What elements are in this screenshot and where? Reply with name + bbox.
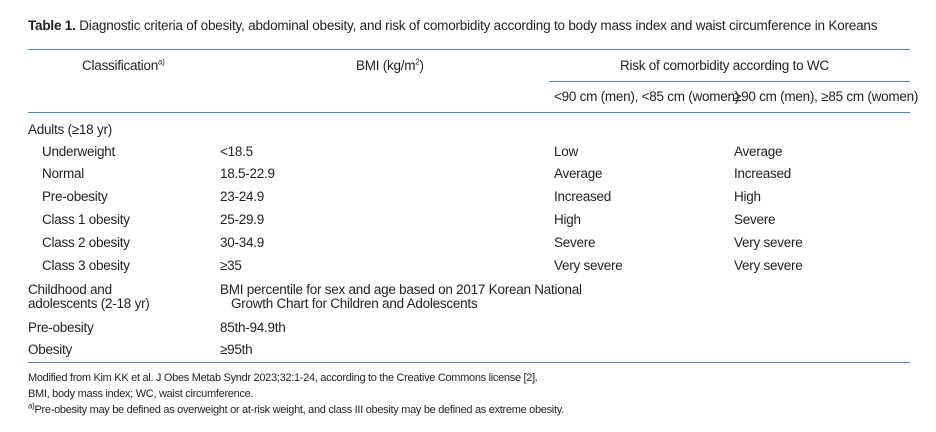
row-normal-bmi: 18.5-22.9 xyxy=(220,166,275,181)
row-preobesity-bmi: 23-24.9 xyxy=(220,189,265,204)
row-child-obesity-label: Obesity xyxy=(28,342,73,357)
row-child-label-1: Childhood and xyxy=(28,282,112,297)
header-wc-high: ≥90 cm (men), ≥85 cm (women) xyxy=(734,89,919,104)
header-classification xyxy=(82,58,165,73)
row-class3-high: Very severe xyxy=(734,258,803,273)
row-class3-label: Class 3 obesity xyxy=(42,258,130,273)
row-class1-label: Class 1 obesity xyxy=(42,212,130,227)
row-child-bmi-2: Growth Chart for Children and Adolescents xyxy=(231,296,478,311)
row-underweight-low: Low xyxy=(554,144,579,159)
row-class3-low: Very severe xyxy=(554,258,623,273)
row-preobesity-low: Increased xyxy=(554,189,612,204)
row-preobesity-label: Pre-obesity xyxy=(42,189,108,204)
row-class2-bmi: 30-34.9 xyxy=(220,235,265,250)
row-class2-high: Very severe xyxy=(734,235,803,250)
header-bmi xyxy=(356,58,424,73)
row-class1-low: High xyxy=(554,212,581,227)
risk-header-rule xyxy=(549,81,910,82)
footnote-abbrev: BMI, body mass index; WC, waist circumference. xyxy=(28,388,254,400)
header-bottom-rule xyxy=(28,112,910,113)
row-underweight-high: Average xyxy=(734,144,783,159)
header-bmi-text: BMI (kg/m xyxy=(356,58,416,73)
row-preobesity-high: High xyxy=(734,189,761,204)
row-child-bmi-1: BMI percentile for sex and age based on 2017 Korean National xyxy=(220,282,582,297)
row-normal-label: Normal xyxy=(42,166,85,181)
row-child-preobesity-label: Pre-obesity xyxy=(28,320,94,335)
header-classification-sup: a) xyxy=(158,57,165,67)
header-bmi-sup: 2 xyxy=(415,57,420,67)
row-normal-high: Increased xyxy=(734,166,792,181)
row-normal-low: Average xyxy=(554,166,603,181)
row-class1-bmi: 25-29.9 xyxy=(220,212,265,227)
footnote-a-sup: a) xyxy=(28,401,35,411)
row-class3-bmi: ≥35 xyxy=(220,258,242,273)
header-risk: Risk of comorbidity according to WC xyxy=(620,58,829,73)
row-child-label-2: adolescents (2-18 yr) xyxy=(28,296,150,311)
row-class1-high: Severe xyxy=(734,212,776,227)
table-caption xyxy=(28,18,877,33)
table-top-rule xyxy=(28,49,910,50)
row-child-preobesity-bmi: 85th-94.9th xyxy=(220,320,286,335)
row-underweight-bmi: <18.5 xyxy=(220,144,253,159)
row-class2-label: Class 2 obesity xyxy=(42,235,130,250)
row-class2-low: Severe xyxy=(554,235,596,250)
row-adults: Adults (≥18 yr) xyxy=(28,122,112,137)
footnote-a-text: Pre-obesity may be defined as overweight or at-risk weight, and class III obesity may be defined as extreme obesity. xyxy=(34,404,564,416)
footnote-source: Modified from Kim KK et al. J Obes Metab Syndr 2023;32:1-24, according to the Creative Commons license [2]. xyxy=(28,372,538,384)
caption-text: Diagnostic criteria of obesity, abdominal obesity, and risk of comorbidity according to body mass index and waist circumference in Koreans xyxy=(79,18,878,33)
header-wc-low: <90 cm (men), <85 cm (women) xyxy=(554,89,740,104)
header-bmi-close: ) xyxy=(419,58,424,73)
row-underweight-label: Underweight xyxy=(42,144,116,159)
caption-label: Table 1. xyxy=(28,18,76,33)
footnote-a xyxy=(28,401,564,416)
row-child-obesity-bmi: ≥95th xyxy=(220,342,253,357)
header-classification-text: Classification xyxy=(82,58,159,73)
table-bottom-rule xyxy=(28,362,910,363)
